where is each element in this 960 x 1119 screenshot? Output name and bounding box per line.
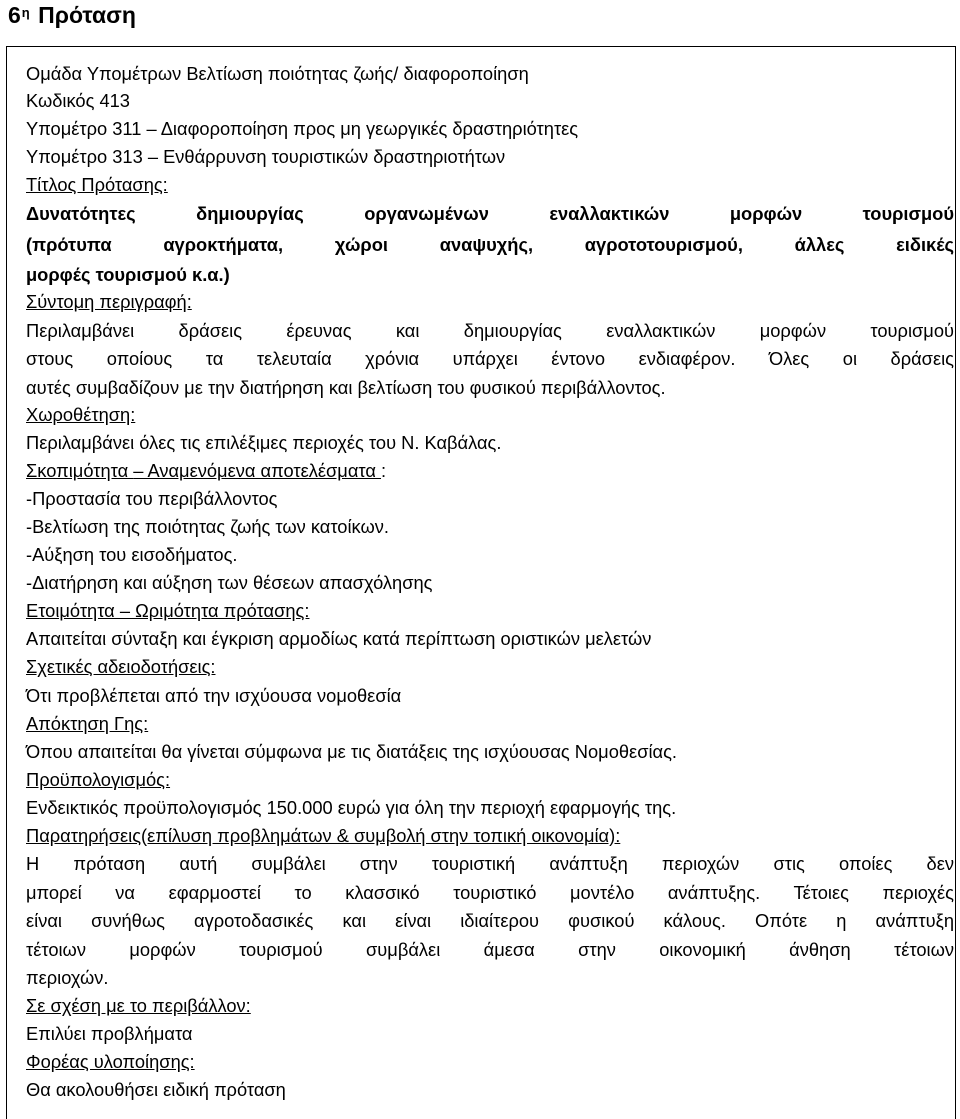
purpose-item: -Βελτίωση της ποιότητας ζωής των κατοίκων. [26, 516, 389, 537]
section-title: Πρόταση [38, 2, 136, 28]
purpose-item: -Προστασία του περιβάλλοντος [26, 488, 278, 509]
description-line: στους οποίους τα τελευταία χρόνια υπάρχει έντονο ενδιαφέρον. Όλες οι δράσεις [26, 348, 954, 369]
implementing-body-label: Φορέας υλοποίησης: [26, 1051, 195, 1072]
proposal-box [6, 46, 956, 1119]
notes-line: Η πρόταση αυτή συμβάλει στην τουριστική ανάπτυξη περιοχών στις οποίες δεν [26, 853, 954, 874]
location-line: Περιλαμβάνει όλες τις επιλέξιμες περιοχές του Ν. Καβάλας. [26, 432, 502, 453]
notes-line: μπορεί να εφαρμοστεί το κλασσικό τουριστικό μοντέλο ανάπτυξης. Τέτοιες περιοχές [26, 882, 954, 903]
description-line: αυτές συμβαδίζουν με την διατήρηση και βελτίωση του φυσικού περιβάλλοντος. [26, 377, 666, 398]
purpose-label-part: – Αναμενόμενα αποτελέσματα [133, 460, 382, 481]
section-heading [8, 0, 136, 30]
budget-line: Ενδεικτικός προϋπολογισμός 150.000 ευρώ για όλη την περιοχή εφαρμογής της. [26, 797, 677, 818]
permits-label: Σχετικές αδειοδοτήσεις: [26, 656, 216, 677]
submeasure-313-line: Υπομέτρο 313 – Ενθάρρυνση τουριστικών δραστηριοτήτων [26, 146, 506, 167]
title-text-line: Δυνατότητες δημιουργίας οργανωμένων εναλλακτικών μορφών τουρισμού [26, 203, 954, 224]
code-line: Κωδικός 413 [26, 90, 130, 111]
title-text-line: (πρότυπα αγροκτήματα, χώροι αναψυχής, αγροτοτουρισμού, άλλες ειδικές [26, 234, 954, 255]
purpose-item: -Αύξηση του εισοδήματος. [26, 544, 238, 565]
section-number: 6 [8, 2, 21, 28]
description-line: Περιλαμβάνει δράσεις έρευνας και δημιουργίας εναλλακτικών μορφών τουρισμού [26, 320, 954, 341]
land-line: Όπου απαιτείται θα γίνεται σύμφωνα με τις διατάξεις της ισχύουσας Νομοθεσίας. [26, 741, 677, 762]
title-text-line: μορφές τουρισμού κ.α.) [26, 264, 230, 285]
description-label: Σύντομη περιγραφή: [26, 291, 192, 312]
purpose-item: -Διατήρηση και αύξηση των θέσεων απασχόλησης [26, 572, 433, 593]
notes-line: περιοχών. [26, 967, 109, 988]
title-label: Τίτλος Πρότασης: [26, 174, 168, 195]
submeasure-311-line: Υπομέτρο 311 – Διαφοροποίηση προς μη γεωργικές δραστηριότητες [26, 118, 579, 139]
land-label: Απόκτηση Γης: [26, 713, 149, 734]
purpose-label [26, 459, 386, 483]
permits-line: Ότι προβλέπεται από την ισχύουσα νομοθεσία [26, 685, 402, 706]
purpose-label-colon: : [381, 460, 387, 481]
notes-line: είναι συνήθως αγροτοδασικές και είναι ιδιαίτερου φυσικού κάλους. Οπότε η ανάπτυξη [26, 910, 954, 931]
purpose-label-part: Σκοπιμότητα [26, 460, 134, 481]
environment-line: Επιλύει προβλήματα [26, 1023, 193, 1044]
section-number-suffix: η [21, 5, 30, 20]
implementing-body-line: Θα ακολουθήσει ειδική πρόταση [26, 1079, 286, 1100]
notes-line: τέτοιων μορφών τουρισμού συμβάλει άμεσα στην οικονομική άνθηση τέτοιων [26, 939, 954, 960]
environment-label: Σε σχέση με το περιβάλλον: [26, 995, 251, 1016]
budget-label: Προϋπολογισμός: [26, 769, 171, 790]
readiness-label: Ετοιμότητα – Ωριμότητα πρότασης: [26, 600, 310, 621]
location-label: Χωροθέτηση: [26, 404, 136, 425]
readiness-line: Απαιτείται σύνταξη και έγκριση αρμοδίως κατά περίπτωση οριστικών μελετών [26, 628, 652, 649]
measure-group-line: Ομάδα Υπομέτρων Βελτίωση ποιότητας ζωής/ διαφοροποίηση [26, 63, 529, 84]
notes-label: Παρατηρήσεις(επίλυση προβλημάτων & συμβολή στην τοπική οικονομία): [26, 825, 621, 846]
